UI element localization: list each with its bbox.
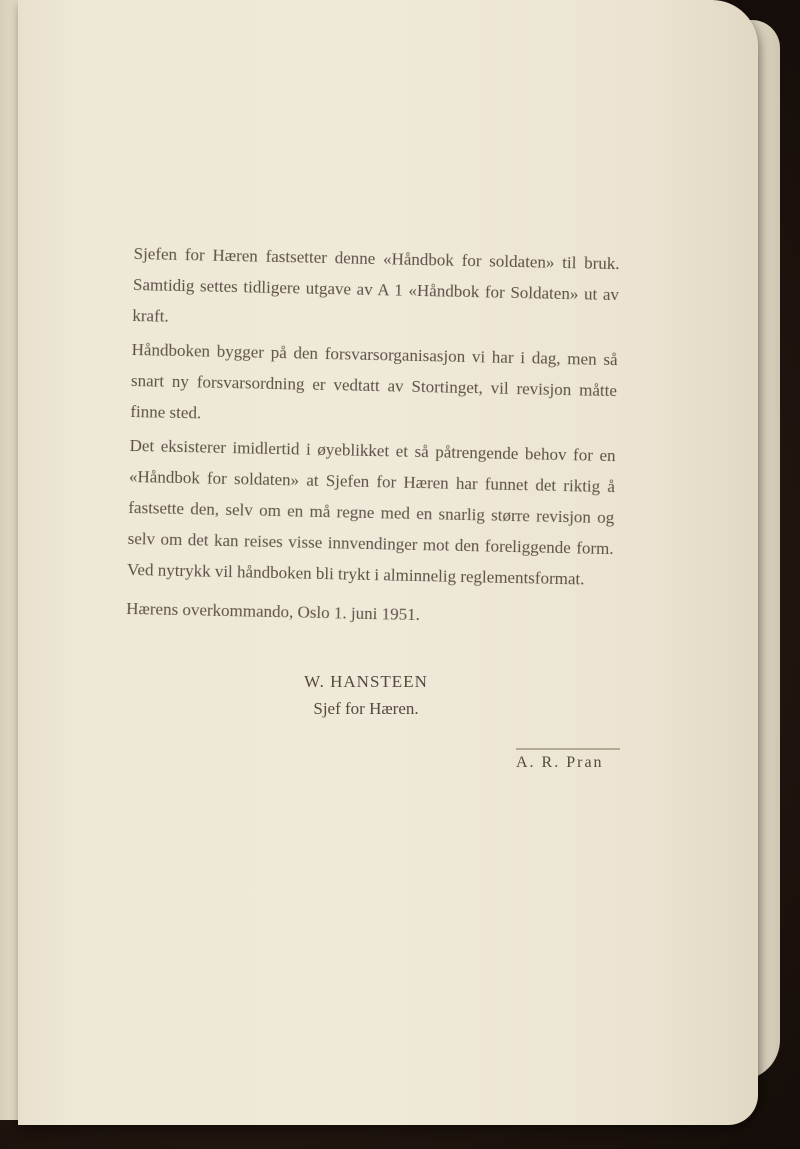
- paragraph-1: Sjefen for Hæren fastsetter denne «Håndbok for soldaten» til bruk. Samtidig settes tidligere utgave av A 1 «Håndbok for Soldaten» ut av kraft.: [132, 243, 620, 326]
- countersign: A. R. Pran: [516, 754, 604, 771]
- page-text: [126, 238, 620, 637]
- signature-name: W. HANSTEEN: [304, 672, 428, 691]
- dateline: Hærens overkommando, Oslo 1. juni 1951.: [126, 598, 421, 625]
- signature-block: [266, 668, 466, 722]
- paragraph-3: Det eksisterer imidlertid i øyeblikket et så påtrengende behov for en «Håndbok for soldaten» at Sjefen for Hæren har funnet det riktig å fastsette den, selv om en må regne med en snarlig større revisjon og selv om det kan reises visse innvendinger mot den foreliggende form. Ved nytrykk vil håndboken bli trykt i alminnelig reglementsformat.: [126, 435, 616, 589]
- countersign-rule: [516, 748, 620, 750]
- paragraph-2: Håndboken bygger på den forsvarsorganisasjon vi har i dag, men så snart ny forsvarsordning er vedtatt av Stortinget, vil revisjon måtte finne sted.: [130, 339, 618, 423]
- signature-title: Sjef for Hæren.: [313, 699, 419, 718]
